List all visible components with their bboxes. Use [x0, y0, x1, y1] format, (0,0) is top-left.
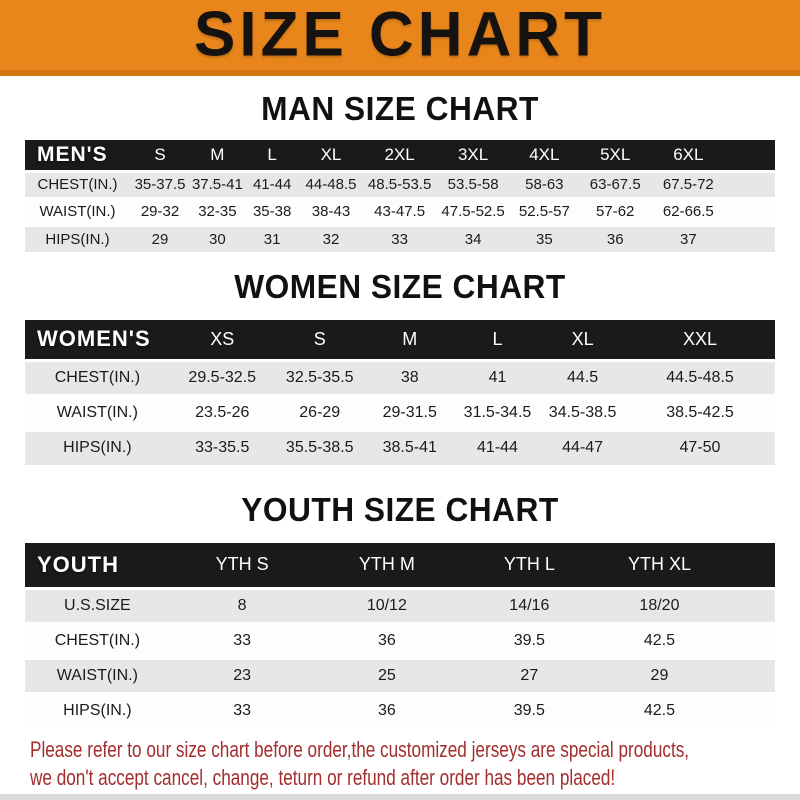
- men-size-table: [25, 140, 775, 252]
- row-label: HIPS(IN.): [25, 225, 130, 252]
- size-value-cell: 36: [579, 225, 651, 252]
- column-header-m: M: [365, 320, 455, 360]
- size-value-cell: 35.5-38.5: [275, 430, 365, 465]
- men-section-title: MAN SIZE CHART: [261, 90, 539, 127]
- column-header-xs: XS: [170, 320, 275, 360]
- size-value-cell: 47-50: [625, 430, 775, 465]
- table-row: [25, 693, 775, 728]
- size-value-cell: 35-37.5: [130, 171, 190, 198]
- size-value-cell: 53.5-58: [437, 171, 510, 198]
- size-value-cell: 33: [170, 623, 315, 658]
- size-value-cell: 27: [459, 658, 599, 693]
- size-value-cell: 8: [170, 588, 315, 623]
- size-value-cell: 41: [455, 360, 541, 395]
- size-value-cell: 18/20: [599, 588, 719, 623]
- men-section: [0, 76, 800, 252]
- size-value-cell: 37.5-41: [190, 171, 245, 198]
- column-header-s: S: [130, 140, 190, 171]
- size-value-cell: 10/12: [314, 588, 459, 623]
- table-header-row: [25, 140, 775, 171]
- column-header-5xl: 5XL: [579, 140, 651, 171]
- size-value-cell: 63-67.5: [579, 171, 651, 198]
- footer-line-2: we don't accept cancel, change, teturn or refund after order has been placed!: [30, 765, 616, 790]
- size-value-cell: 30: [190, 225, 245, 252]
- column-header-yth-xl: YTH XL: [599, 543, 719, 588]
- size-value-cell: 42.5: [599, 623, 719, 658]
- size-value-cell: 39.5: [459, 693, 599, 728]
- column-header-s: S: [275, 320, 365, 360]
- size-value-cell: 44-48.5: [300, 171, 363, 198]
- size-value-cell: 38.5-42.5: [625, 395, 775, 430]
- size-value-cell: 32.5-35.5: [275, 360, 365, 395]
- size-value-cell: 33-35.5: [170, 430, 275, 465]
- table-row: [25, 658, 775, 693]
- size-value-cell: 35-38: [245, 198, 300, 225]
- row-label: CHEST(IN.): [25, 623, 170, 658]
- size-value-cell: 44.5-48.5: [625, 360, 775, 395]
- size-value-cell: 58-63: [509, 171, 579, 198]
- column-header-2xl: 2XL: [362, 140, 436, 171]
- row-label: CHEST(IN.): [25, 360, 170, 395]
- column-header-yth-l: YTH L: [459, 543, 599, 588]
- spacer-cell: [719, 693, 775, 728]
- bottom-edge-bar: [0, 794, 800, 800]
- youth-section: [0, 465, 800, 728]
- row-label: HIPS(IN.): [25, 693, 170, 728]
- size-value-cell: 29.5-32.5: [170, 360, 275, 395]
- size-value-cell: 23.5-26: [170, 395, 275, 430]
- size-value-cell: 36: [314, 623, 459, 658]
- table-row: [25, 198, 775, 225]
- column-header-m: M: [190, 140, 245, 171]
- row-label: WAIST(IN.): [25, 658, 170, 693]
- banner: [0, 0, 800, 76]
- footer-note: [0, 736, 800, 792]
- spacer-cell: [725, 140, 775, 171]
- size-value-cell: 31.5-34.5: [455, 395, 541, 430]
- size-value-cell: 43-47.5: [362, 198, 436, 225]
- size-value-cell: 48.5-53.5: [362, 171, 436, 198]
- size-value-cell: 42.5: [599, 693, 719, 728]
- row-label: HIPS(IN.): [25, 430, 170, 465]
- size-value-cell: 29: [130, 225, 190, 252]
- size-value-cell: 41-44: [455, 430, 541, 465]
- size-value-cell: 34: [437, 225, 510, 252]
- size-value-cell: 52.5-57: [509, 198, 579, 225]
- size-value-cell: 57-62: [579, 198, 651, 225]
- size-value-cell: 26-29: [275, 395, 365, 430]
- men-table-label: MEN'S: [25, 140, 130, 171]
- youth-table-label: YOUTH: [25, 543, 170, 588]
- women-size-table: [25, 320, 775, 465]
- table-row: [25, 395, 775, 430]
- size-value-cell: 34.5-38.5: [540, 395, 625, 430]
- size-value-cell: 29: [599, 658, 719, 693]
- size-value-cell: 31: [245, 225, 300, 252]
- footer-line-1: Please refer to our size chart before order,the customized jerseys are special products,: [30, 737, 690, 762]
- spacer-cell: [725, 225, 775, 252]
- size-value-cell: 36: [314, 693, 459, 728]
- column-header-xl: XL: [300, 140, 363, 171]
- table-row: [25, 588, 775, 623]
- column-header-xl: XL: [540, 320, 625, 360]
- column-header-yth-s: YTH S: [170, 543, 315, 588]
- women-table-label: WOMEN'S: [25, 320, 170, 360]
- size-value-cell: 39.5: [459, 623, 599, 658]
- youth-section-title: YOUTH SIZE CHART: [241, 491, 559, 528]
- women-section: [0, 252, 800, 465]
- size-value-cell: 44-47: [540, 430, 625, 465]
- size-value-cell: 29-32: [130, 198, 190, 225]
- spacer-cell: [725, 198, 775, 225]
- row-label: U.S.SIZE: [25, 588, 170, 623]
- size-value-cell: 14/16: [459, 588, 599, 623]
- column-header-yth-m: YTH M: [314, 543, 459, 588]
- size-value-cell: 38-43: [300, 198, 363, 225]
- spacer-cell: [719, 543, 775, 588]
- table-row: [25, 360, 775, 395]
- size-value-cell: 35: [509, 225, 579, 252]
- spacer-cell: [725, 171, 775, 198]
- page-title: SIZE CHART: [194, 0, 606, 70]
- column-header-6xl: 6XL: [651, 140, 725, 171]
- spacer-cell: [719, 623, 775, 658]
- column-header-l: L: [245, 140, 300, 171]
- size-value-cell: 47.5-52.5: [437, 198, 510, 225]
- column-header-xxl: XXL: [625, 320, 775, 360]
- size-value-cell: 62-66.5: [651, 198, 725, 225]
- table-row: [25, 225, 775, 252]
- row-label: WAIST(IN.): [25, 198, 130, 225]
- youth-size-table: [25, 543, 775, 728]
- column-header-3xl: 3XL: [437, 140, 510, 171]
- size-value-cell: 44.5: [540, 360, 625, 395]
- size-value-cell: 38: [365, 360, 455, 395]
- size-value-cell: 29-31.5: [365, 395, 455, 430]
- table-row: [25, 171, 775, 198]
- size-value-cell: 32: [300, 225, 363, 252]
- size-value-cell: 32-35: [190, 198, 245, 225]
- table-row: [25, 623, 775, 658]
- size-value-cell: 67.5-72: [651, 171, 725, 198]
- table-row: [25, 430, 775, 465]
- row-label: CHEST(IN.): [25, 171, 130, 198]
- table-header-row: [25, 543, 775, 588]
- size-value-cell: 33: [362, 225, 436, 252]
- column-header-l: L: [455, 320, 541, 360]
- spacer-cell: [719, 588, 775, 623]
- row-label: WAIST(IN.): [25, 395, 170, 430]
- size-value-cell: 25: [314, 658, 459, 693]
- table-header-row: [25, 320, 775, 360]
- spacer-cell: [719, 658, 775, 693]
- size-value-cell: 37: [651, 225, 725, 252]
- column-header-4xl: 4XL: [509, 140, 579, 171]
- women-section-title: WOMEN SIZE CHART: [234, 268, 566, 305]
- size-value-cell: 41-44: [245, 171, 300, 198]
- size-value-cell: 38.5-41: [365, 430, 455, 465]
- size-value-cell: 23: [170, 658, 315, 693]
- size-value-cell: 33: [170, 693, 315, 728]
